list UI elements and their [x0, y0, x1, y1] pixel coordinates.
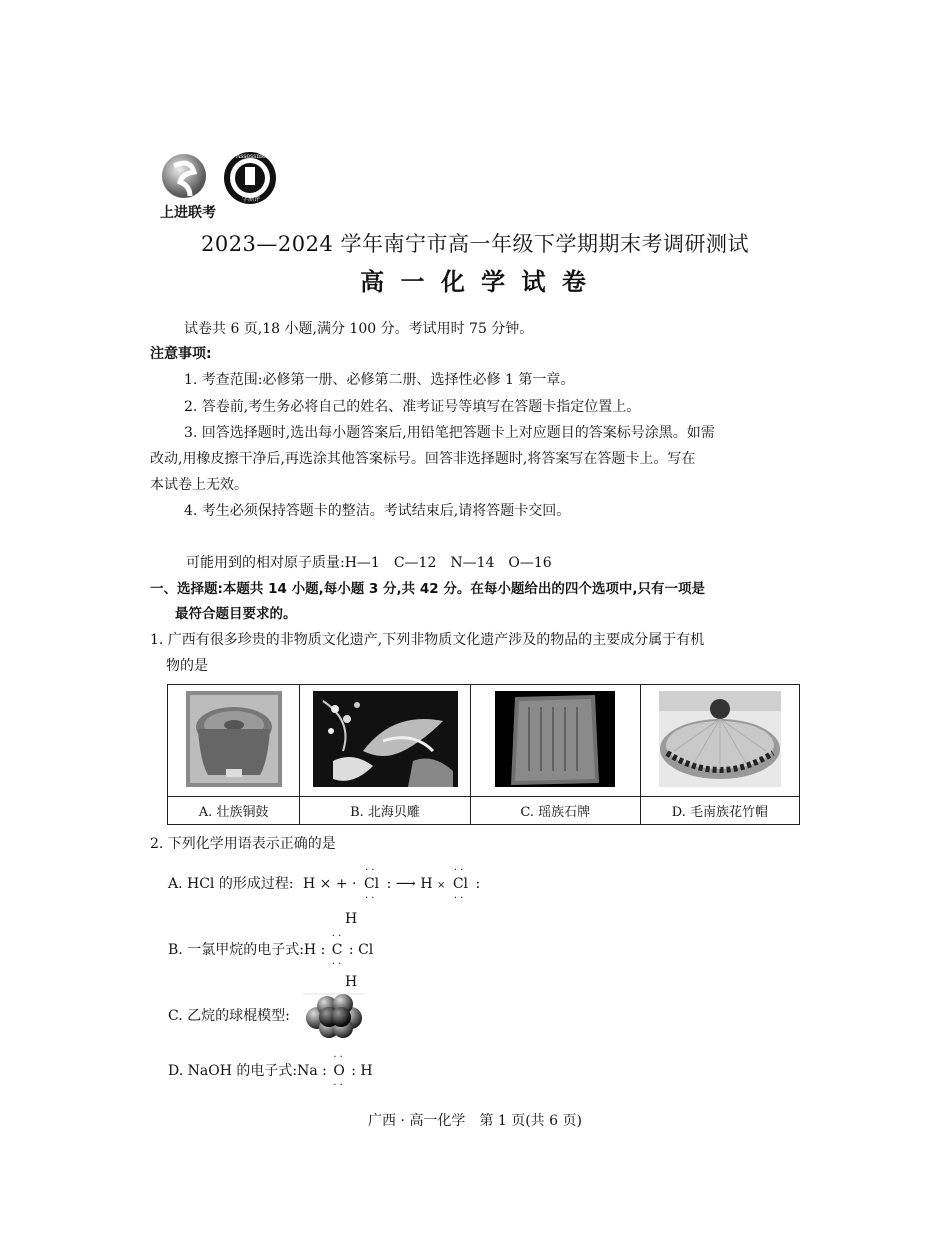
notice-item: 2. 答卷前,考生务必将自己的姓名、准考证号等填写在答题卡指定位置上。: [184, 399, 641, 415]
notice-item: 4. 考生必须保持答题卡的整洁。考试结束后,请将答题卡交回。: [184, 503, 571, 519]
atom-o: O: [333, 1063, 345, 1079]
stone-tablet-icon: [495, 691, 615, 787]
arrow: ⟶: [395, 876, 416, 892]
q2-option-a-prefix: A. HCl 的形成过程:: [168, 876, 294, 892]
section-heading: 一、选择题:本题共 14 小题,每小题 3 分,共 42 分。在每小题给出的四个选项中,只有一项是: [150, 581, 705, 597]
q2-option-c-prefix: C. 乙烷的球棍模型:: [168, 1008, 290, 1024]
notice-item: 本试卷上无效。: [150, 477, 248, 493]
q2-option-d-prefix: D. NaOH 的电子式:: [168, 1063, 298, 1079]
exam-title: 2023—2024 学年南宁市高一年级下学期期末考调研测试: [200, 232, 750, 256]
option-d-label: D. 毛南族花竹帽: [640, 797, 799, 825]
hcl-formation-formula: H × + · · · Cl · · : ⟶ H × · · Cl · · :: [303, 865, 481, 904]
section-heading-cont: 最符合题目要求的。: [175, 606, 297, 622]
shell-carving-icon: [313, 691, 458, 787]
option-a-image: [168, 685, 300, 797]
atomic-mass-line: 可能用到的相对原子质量:H—1 C—12 N—14 O—16: [186, 555, 552, 571]
atom-cl: Cl: [363, 876, 380, 892]
intro-text: 试卷共 6 页,18 小题,满分 100 分。考试用时 75 分钟。: [184, 321, 534, 337]
option-d-image: [640, 685, 799, 797]
question-1-options-table: [167, 684, 800, 825]
logo-text: 上进联考: [160, 205, 216, 221]
option-c-image: [470, 685, 640, 797]
badge-text: Assessment: [236, 153, 272, 160]
atom-cl: Cl: [358, 942, 374, 958]
question-2-stem: 2. 下列化学用语表示正确的是: [150, 836, 336, 852]
q2-option-a: [168, 874, 294, 894]
question-1-stem-cont: 物的是: [166, 658, 208, 674]
atom-c: C: [331, 942, 343, 958]
option-a-label: A. 壮族铜鼓: [168, 797, 300, 825]
notice-item: 3. 回答选择题时,选出每小题答案后,用铅笔把答题卡上对应题目的答案标号涂黑。如需: [184, 425, 715, 441]
q2-option-b: B. 一氯甲烷的电子式:H : · · C · · : Cl: [168, 931, 374, 970]
ethane-model-image: [303, 992, 365, 1044]
notice-item: 1. 考查范围:必修第一册、必修第二册、选择性必修 1 第一章。: [184, 372, 575, 388]
bamboo-hat-icon: [659, 691, 781, 787]
plus-sign: +: [335, 876, 348, 892]
question-1-stem: 1. 广西有很多珍贵的非物质文化遗产,下列非物质文化遗产涉及的物品的主要成分属于有机: [150, 632, 705, 648]
atom-na: Na: [297, 1063, 318, 1079]
q2-option-b-prefix: B. 一氯甲烷的电子式:: [168, 942, 304, 958]
option-b-image: [300, 685, 470, 797]
exam-subtitle: 高 一 化 学 试 卷: [360, 268, 590, 296]
option-b-label: B. 北海贝雕: [300, 797, 470, 825]
option-c-label: C. 瑶族石牌: [470, 797, 640, 825]
atom-h: H: [303, 942, 317, 958]
badge-subtext: 学测评: [242, 196, 261, 203]
atom-h: H: [303, 876, 316, 892]
q2-option-d: D. NaOH 的电子式:Na : · · O · · : H: [168, 1052, 373, 1091]
ch3cl-h-top: H: [345, 911, 358, 927]
ch3cl-h-bottom: H: [345, 974, 358, 990]
bronze-drum-icon: [186, 691, 282, 787]
atom-h: H: [420, 876, 433, 892]
notice-item: 改动,用橡皮擦干净后,再选涂其他答案标号。回答非选择题时,将答案写在答题卡上。写在: [150, 451, 696, 467]
notice-heading: 注意事项:: [150, 346, 212, 362]
atom-h: H: [360, 1063, 373, 1079]
electron-cross: ×: [319, 876, 332, 892]
page-footer: 广西 · 高一化学 第 1 页(共 6 页): [368, 1113, 582, 1129]
header-logos: [160, 152, 285, 222]
atom-cl: Cl: [452, 876, 469, 892]
ball-stick-model-icon: [303, 992, 365, 1040]
